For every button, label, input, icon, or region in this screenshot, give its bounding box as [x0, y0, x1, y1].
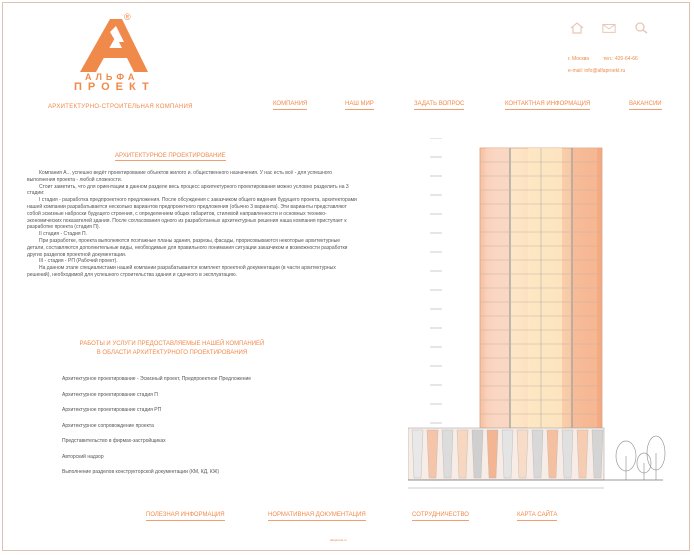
service-item[interactable]: Архитектурное проектирование стадия П	[62, 391, 158, 398]
logo-line2: ПРОЕКТ	[74, 81, 155, 93]
nav-contacts[interactable]: КОНТАКТНАЯ ИНФОРМАЦИЯ	[505, 101, 590, 110]
footer-cooperation[interactable]: СОТРУДНИЧЕСТВО	[412, 512, 469, 521]
paragraph: На данном этапе специалистами нашей компании разрабатывается комплект проектной документации (в части архитектурных решений), необходимой для успешного строительства здания и сдачного в эксплуатацию.	[27, 265, 336, 278]
building-illustration	[408, 138, 668, 493]
search-icon[interactable]	[634, 22, 648, 34]
service-item[interactable]: Архитектурное проектирование - Эскизный проект, Предпроектное Предложение	[62, 376, 252, 382]
paragraph: III - стадия - РП (Рабочий проект).	[39, 258, 118, 265]
nav-vacancies[interactable]: ВАКАНСИИ	[629, 101, 662, 110]
paragraph: II стадия - Стадия П.	[39, 231, 87, 238]
paragraph: Стоит заметить, что для ориентации в данном разделе весь процесс архитектурного проектирования можно условно разделить на 3 стадии:	[27, 183, 349, 197]
nav-ask-question[interactable]: ЗАДАТЬ ВОПРОС	[414, 101, 464, 110]
nav-our-world[interactable]: НАШ МИР	[345, 101, 374, 110]
footer-regulatory-docs[interactable]: НОРМАТИВНАЯ ДОКУМЕНТАЦИЯ	[268, 512, 366, 521]
service-item[interactable]: Архитектурное сопровождение проекта	[62, 422, 154, 429]
logo-line1: АЛЬФА	[85, 72, 139, 82]
company-tagline: АРХИТЕКТУРНО-СТРОИТЕЛЬНАЯ КОМПАНИЯ	[48, 104, 193, 110]
contact-phone: тел.: 420-64-66	[603, 56, 638, 62]
footer-sitemap[interactable]: КАРТА САЙТА	[517, 512, 557, 521]
paragraph: I стадия - разработка предпроектного предложения. После обсуждения с заказчиком общего видения будущего проекта, архитекторами нашей компании разрабатывается несколько вариантов предпроектного предложения (обычно 3 варианта). Эти варианты представляют собой эскизные наброски будущего строения, с определением общих габаритов, стилевой направленности и основных технико-экономических показателей здания. После согласования одного из разработанных архитектурных решения наша компания приступает к разработке проекта (стадия П).	[27, 197, 357, 231]
service-item[interactable]: Выполнение разделов конструкторской документации (КМ, КД, КЖ)	[62, 469, 220, 475]
contact-city: г. Москва	[568, 56, 590, 62]
services-title-line1: РАБОТЫ И УСЛУГИ ПРЕДОСТАВЛЯЕМЫЕ НАШЕЙ КОМПАНИЕЙ	[79, 341, 265, 347]
registered-mark: ®	[124, 12, 131, 22]
service-item[interactable]: Авторский надзор	[62, 453, 104, 460]
contact-email[interactable]: e-mail: info@alfaproekt.ru	[568, 68, 626, 74]
contact-block	[568, 53, 638, 77]
paragraph: При разработке, проекта выполняются поэтажные планы здания, разрезы, фасады, прорисовываются некоторые архитектурные детали, составляются дополнительные виды, необходимые для правильного понимания ситуации заказчиком и возможности разработки других разделов проектной документации.	[27, 237, 348, 258]
nav-company[interactable]: КОМПАНИЯ	[273, 101, 307, 110]
footer-useful-info[interactable]: ПОЛЕЗНАЯ ИНФОРМАЦИЯ	[146, 512, 225, 521]
service-item[interactable]: Архитектурное проектирование стадия РП	[62, 407, 162, 413]
paragraph: Компания А... успешно ведёт проектирование объектов жилого и. общественного назначения. У нас есть всё - для успешного выполнения проекта - любой сложности.	[27, 170, 333, 183]
top-icons	[570, 22, 648, 34]
mail-icon[interactable]	[602, 22, 616, 34]
copyright: alfaproekt.ru	[330, 538, 347, 542]
service-item[interactable]: Представительство в фирмах-застройщиках	[62, 438, 166, 444]
section-title: АРХИТЕКТУРНОЕ ПРОЕКТИРОВАНИЕ	[115, 153, 226, 159]
services-title-line2: В ОБЛАСТИ АРХИТЕКТУРНОГО ПРОЕКТИРОВАНИЯ	[96, 350, 248, 356]
services-list	[62, 376, 251, 485]
services-title	[72, 340, 272, 358]
home-icon[interactable]	[570, 22, 584, 34]
body-text	[27, 170, 357, 279]
